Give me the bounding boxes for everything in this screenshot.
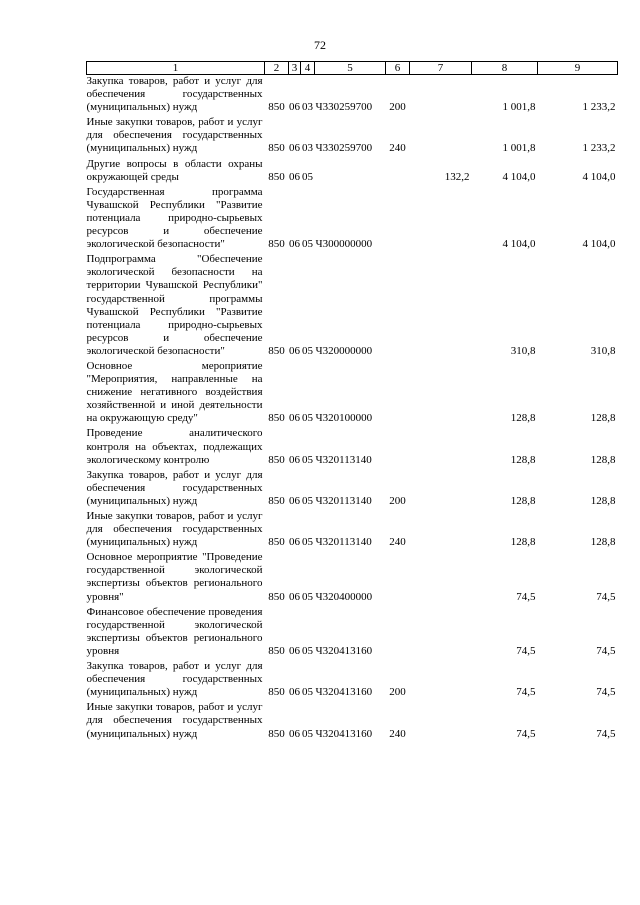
row-col7-amount — [410, 701, 472, 742]
table-row — [87, 253, 618, 360]
row-subsection-code: 05 — [302, 170, 313, 183]
row-section-code: 06 — [289, 686, 300, 699]
row-subsection-code: 05 — [302, 453, 313, 466]
row-section-code: 06 — [289, 170, 300, 183]
header-col-5: 5 — [315, 62, 386, 75]
row-section-code: 06 — [289, 412, 300, 425]
row-col9-amount: 128,8 — [590, 494, 616, 507]
row-target-article — [315, 158, 386, 186]
row-subsection-code: 05 — [302, 344, 313, 357]
row-col7-amount — [410, 116, 472, 157]
row-col7-amount — [410, 469, 472, 510]
row-subsection-code: 03 — [302, 101, 313, 114]
row-ministry-code: 850 — [268, 644, 285, 657]
header-col-3: 3 — [289, 62, 301, 75]
row-target-article: Ч320000000 — [315, 344, 373, 357]
row-col9-amount: 128,8 — [590, 536, 616, 549]
row-col7-amount: 132,2 — [444, 170, 470, 183]
row-col7-amount — [410, 660, 472, 701]
row-name: Иные закупки товаров, работ и услуг для обеспечения государственных (муниципальных) нужд — [86, 116, 263, 155]
row-target-article: Ч320113140 — [315, 494, 372, 507]
row-col7-amount — [410, 360, 472, 427]
row-section-code: 06 — [289, 590, 300, 603]
row-name: Проведение аналитического контроля на объектах, подлежащих экологическому контролю — [86, 427, 263, 466]
row-col9-amount: 128,8 — [590, 412, 616, 425]
row-expense-type — [386, 606, 410, 660]
row-name: Иные закупки товаров, работ и услуг для обеспечения государственных (муниципальных) нужд — [86, 701, 263, 740]
row-col7-amount — [410, 75, 472, 117]
row-col9-amount: 74,5 — [596, 686, 616, 699]
header-col-1: 1 — [87, 62, 265, 75]
row-expense-type — [386, 551, 410, 605]
row-name: Подпрограмма "Обеспечение экологической безопасности на территории Чувашской Республики" государственной программы Чувашской Республики "Развитие потенциала природно-сырьевых ресурсов и обеспечение экологической безопасности" — [86, 253, 263, 357]
row-target-article: Ч320413160 — [315, 644, 373, 657]
row-col8-amount: 1 001,8 — [502, 142, 536, 155]
row-ministry-code: 850 — [268, 412, 285, 425]
table-row — [87, 158, 618, 186]
row-name: Закупка товаров, работ и услуг для обеспечения государственных (муниципальных) нужд — [86, 660, 263, 699]
table-row — [87, 186, 618, 253]
row-col8-amount: 128,8 — [510, 536, 536, 549]
row-col8-amount: 128,8 — [510, 453, 536, 466]
row-ministry-code: 850 — [268, 101, 285, 114]
row-col8-amount: 310,8 — [510, 344, 536, 357]
row-target-article: Ч330259700 — [315, 142, 373, 155]
row-target-article: Ч320100000 — [315, 412, 373, 425]
row-expense-type — [386, 158, 410, 186]
row-name: Основное мероприятие "Мероприятия, направленные на снижение негативного воздействия хозяйственной и иной деятельности на окружающую среду" — [86, 359, 263, 425]
row-section-code: 06 — [289, 536, 300, 549]
row-name: Финансовое обеспечение проведения государственной экологической экспертизы объектов регионального уровня — [86, 605, 263, 657]
table-row — [87, 510, 618, 551]
row-section-code: 06 — [289, 101, 300, 114]
row-target-article: Ч330259700 — [315, 101, 373, 114]
row-target-article: Ч300000000 — [315, 238, 373, 251]
header-col-7: 7 — [410, 62, 472, 75]
table-row — [87, 427, 618, 468]
header-col-2: 2 — [265, 62, 289, 75]
row-col9-amount: 4 104,0 — [582, 170, 616, 183]
row-ministry-code: 850 — [268, 494, 285, 507]
row-ministry-code: 850 — [268, 170, 285, 183]
row-col8-amount: 128,8 — [510, 494, 536, 507]
row-expense-type — [386, 427, 410, 468]
row-col7-amount — [410, 253, 472, 360]
row-col8-amount: 74,5 — [516, 644, 536, 657]
row-subsection-code: 05 — [302, 686, 313, 699]
row-expense-type: 240 — [389, 142, 406, 155]
row-col8-amount: 74,5 — [516, 590, 536, 603]
row-name: Основное мероприятие "Проведение государственной экологической экспертизы объектов регионального уровня" — [86, 551, 263, 603]
budget-table — [86, 61, 618, 743]
row-section-code: 06 — [289, 142, 300, 155]
row-expense-type — [386, 360, 410, 427]
row-name: Закупка товаров, работ и услуг для обеспечения государственных (муниципальных) нужд — [86, 75, 263, 114]
page-number: 72 — [314, 38, 326, 52]
row-target-article: Ч320113140 — [315, 536, 372, 549]
table-row — [87, 660, 618, 701]
header-col-4: 4 — [301, 62, 315, 75]
header-col-6: 6 — [386, 62, 410, 75]
row-col8-amount: 4 104,0 — [502, 170, 536, 183]
row-ministry-code: 850 — [268, 344, 285, 357]
table-row — [87, 75, 618, 117]
row-target-article: Ч320413160 — [315, 686, 373, 699]
row-expense-type: 240 — [389, 536, 406, 549]
row-col9-amount: 128,8 — [590, 453, 616, 466]
row-col8-amount: 74,5 — [516, 686, 536, 699]
row-section-code: 06 — [289, 344, 300, 357]
row-name: Закупка товаров, работ и услуг для обеспечения государственных (муниципальных) нужд — [86, 468, 263, 507]
row-target-article: Ч320413160 — [315, 727, 373, 740]
table-row — [87, 701, 618, 742]
row-ministry-code: 850 — [268, 727, 285, 740]
row-name: Государственная программа Чувашской Республики "Развитие потенциала природно-сырьевых ресурсов и обеспечение экологической безопасности" — [86, 185, 263, 251]
row-subsection-code: 05 — [302, 494, 313, 507]
row-col8-amount: 74,5 — [516, 727, 536, 740]
row-subsection-code: 05 — [302, 644, 313, 657]
header-col-8: 8 — [472, 62, 538, 75]
row-col9-amount: 74,5 — [596, 727, 616, 740]
row-col7-amount — [410, 606, 472, 660]
row-subsection-code: 05 — [302, 590, 313, 603]
row-expense-type — [386, 186, 410, 253]
row-subsection-code: 05 — [302, 412, 313, 425]
row-col7-amount — [410, 510, 472, 551]
table-body — [87, 75, 618, 743]
table-row — [87, 360, 618, 427]
row-target-article: Ч320400000 — [315, 590, 373, 603]
row-target-article: Ч320113140 — [315, 453, 372, 466]
table-row — [87, 469, 618, 510]
row-ministry-code: 850 — [268, 142, 285, 155]
row-name: Другие вопросы в области охраны окружающей среды — [86, 157, 263, 183]
row-section-code: 06 — [289, 644, 300, 657]
table-row — [87, 551, 618, 605]
row-expense-type: 200 — [389, 494, 406, 507]
row-ministry-code: 850 — [268, 686, 285, 699]
row-ministry-code: 850 — [268, 453, 285, 466]
table-row — [87, 606, 618, 660]
row-col9-amount: 1 233,2 — [582, 142, 616, 155]
row-col9-amount: 1 233,2 — [582, 101, 616, 114]
row-section-code: 06 — [289, 238, 300, 251]
table-row — [87, 116, 618, 157]
row-name: Иные закупки товаров, работ и услуг для обеспечения государственных (муниципальных) нужд — [86, 510, 263, 549]
row-col8-amount: 1 001,8 — [502, 101, 536, 114]
row-col7-amount — [410, 551, 472, 605]
header-row — [87, 62, 618, 75]
row-expense-type: 200 — [389, 686, 406, 699]
row-subsection-code: 05 — [302, 238, 313, 251]
row-col9-amount: 74,5 — [596, 590, 616, 603]
row-ministry-code: 850 — [268, 238, 285, 251]
header-col-9: 9 — [538, 62, 618, 75]
row-section-code: 06 — [289, 453, 300, 466]
row-section-code: 06 — [289, 494, 300, 507]
row-subsection-code: 05 — [302, 727, 313, 740]
row-col8-amount: 128,8 — [510, 412, 536, 425]
row-col9-amount: 4 104,0 — [582, 238, 616, 251]
row-col8-amount: 4 104,0 — [502, 238, 536, 251]
row-col9-amount: 310,8 — [590, 344, 616, 357]
row-col9-amount: 74,5 — [596, 644, 616, 657]
row-subsection-code: 05 — [302, 536, 313, 549]
row-col7-amount — [410, 186, 472, 253]
row-expense-type: 200 — [389, 101, 406, 114]
row-expense-type — [386, 253, 410, 360]
row-ministry-code: 850 — [268, 590, 285, 603]
row-subsection-code: 03 — [302, 142, 313, 155]
row-ministry-code: 850 — [268, 536, 285, 549]
row-col7-amount — [410, 427, 472, 468]
row-expense-type: 240 — [389, 727, 406, 740]
row-section-code: 06 — [289, 727, 300, 740]
